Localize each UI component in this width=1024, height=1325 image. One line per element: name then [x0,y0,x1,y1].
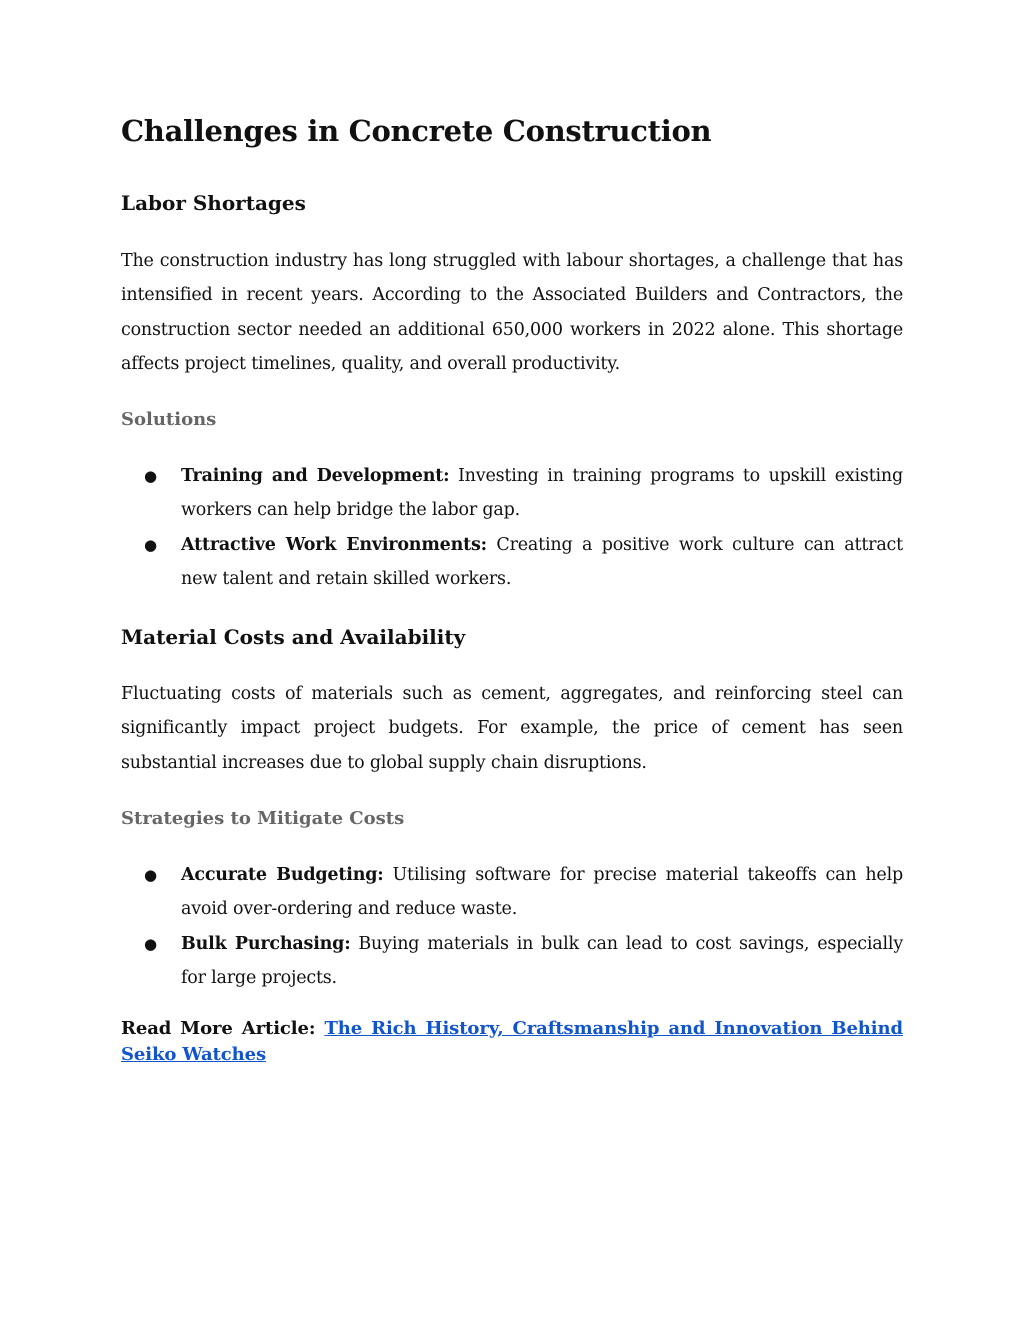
read-more-label: Read More Article: [121,1018,316,1039]
bullet-icon: ● [144,467,157,485]
list-item-term: Training and Development: [181,466,450,486]
material-costs-paragraph: Fluctuating costs of materials such as cement, aggregates, and reinforcing steel can significantly impact project budgets. For example, the price of cement has seen substantial increases due to global supply chain disruptions. [121,684,903,773]
read-more-line [121,1016,903,1068]
list-item-text: Utilising software for precise material takeoffs can help avoid over-ordering and reduce waste. [181,865,903,920]
list-item-text: Buying materials in bulk can lead to cost savings, especially for large projects. [181,933,904,989]
section-heading-material-costs: Material Costs and Availability [121,625,466,649]
list-item [121,927,903,996]
bullet-icon: ● [144,866,157,884]
labor-shortages-paragraph: The construction industry has long struggled with labour shortages, a challenge that has intensified in recent years. According to the Associated Builders and Contractors, the construction sector needed an additional 650,000 workers in 2022 alone. This shortage affects project timelines, quality, and overall productivity. [121,251,903,375]
bullet-icon: ● [144,934,157,953]
subheading-strategies: Strategies to Mitigate Costs [121,808,405,829]
list-item-term: Bulk Purchasing: [181,933,351,954]
list-item-term: Accurate Budgeting: [181,865,384,885]
list-item-text: Investing in training programs to upskill existing workers can help bridge the labor gap. [181,466,903,521]
solutions-list [121,459,903,597]
list-item [121,459,903,528]
list-item [121,858,903,927]
section-heading-labor-shortages: Labor Shortages [121,191,306,215]
read-more-article-link[interactable]: The Rich History, Craftsmanship and Innovation Behind Seiko Watches [121,1018,903,1065]
strategies-list [121,858,903,996]
bullet-icon: ● [144,535,157,554]
list-item-text: Creating a positive work culture can attract new talent and retain skilled workers. [181,534,903,590]
subheading-solutions: Solutions [121,409,217,430]
list-item-term: Attractive Work Environments: [181,534,487,555]
list-item [121,528,903,597]
page-title: Challenges in Concrete Construction [121,114,712,148]
